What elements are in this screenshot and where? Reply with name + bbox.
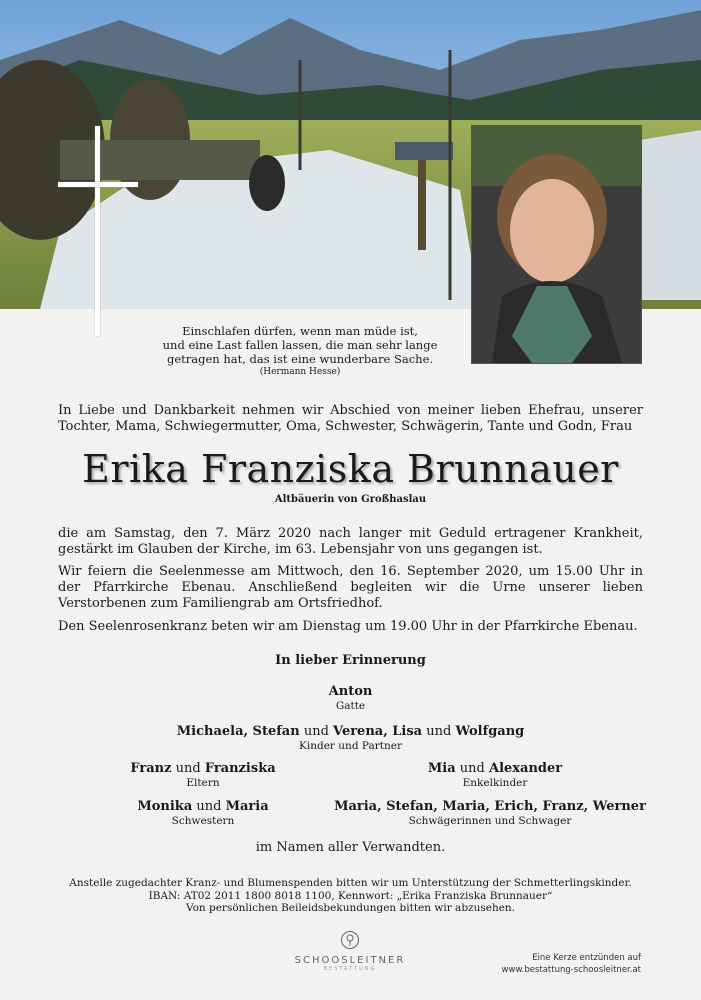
logo-subline: BESTATTUNG	[323, 966, 377, 972]
website-link[interactable]: www.bestattung-schoosleitner.at	[501, 965, 641, 975]
sibling-name-2: Maria	[225, 799, 269, 814]
conjunction: und	[303, 724, 329, 739]
grandchildren-role: Enkelkinder	[462, 777, 528, 789]
children-names-1: Michaela, Stefan	[176, 724, 300, 739]
parents-name-2: Franziska	[204, 761, 276, 776]
rose-icon	[340, 930, 360, 950]
siblings-role: Schwestern	[171, 815, 235, 827]
conjunction: und	[175, 761, 201, 776]
parents-name-1: Franz	[130, 761, 172, 776]
conjunction: und	[196, 799, 222, 814]
sibling-name-1: Monika	[137, 799, 193, 814]
quote-line: und eine Last fallen lassen, die man sehr lange	[162, 338, 438, 352]
in-laws-role: Schwägerinnen und Schwager	[408, 815, 572, 827]
in-laws-names: Maria, Stefan, Maria, Erich, Franz, Werner	[334, 799, 646, 814]
children-names-3: Wolfgang	[455, 724, 525, 739]
remembrance-heading: In lieber Erinnerung	[275, 653, 426, 668]
iban-note: IBAN: AT02 2011 1800 8018 1100, Kennwort: „Erika Franziska Brunnauer“	[148, 889, 553, 902]
family-grandchildren	[395, 761, 595, 790]
children-names-2: Verena, Lisa	[333, 724, 423, 739]
quote-line: getragen hat, das ist eine wunderbare Sache.	[166, 352, 434, 366]
logo-wordmark: SCHOOSLEITNER	[294, 955, 406, 966]
funeral-paragraph: Wir feiern die Seelenmesse am Mittwoch, den 16. September 2020, um 15.00 Uhr in der Pfarrkirche Ebenau. Anschließend begleiten wir die Urne unserer lieben Verstorbenen zum Familiengrab am Ortsfriedhof.	[58, 564, 643, 611]
parents-role: Eltern	[186, 777, 220, 789]
portrait-photo	[471, 125, 642, 364]
spouse-name: Anton	[328, 684, 373, 699]
conjunction: und	[459, 761, 485, 776]
spouse-role: Gatte	[335, 700, 366, 712]
children-role: Kinder und Partner	[299, 740, 402, 752]
candle-info	[502, 952, 641, 976]
condolence-note: Von persönlichen Beileidsbekundungen bitten wir abzusehen.	[185, 902, 516, 914]
cross-horizontal	[58, 182, 138, 187]
deceased-name: Erika Franziska Brunnauer	[82, 447, 619, 491]
company-logo	[290, 930, 410, 972]
family-parents	[103, 761, 303, 790]
conjunction: und	[426, 724, 452, 739]
quote-line: Einschlafen dürfen, wenn man müde ist,	[182, 324, 418, 338]
grandchild-name-2: Alexander	[488, 761, 563, 776]
family-spouse	[0, 684, 701, 713]
quote-author: (Hermann Hesse)	[259, 367, 341, 377]
intro-text: In Liebe und Dankbarkeit nehmen wir Abschied von meiner lieben Ehefrau, unserer Tochter, Mama, Schwiegermutter, Oma, Schwester, Schwägerin, Tante und Godn, Frau	[58, 403, 643, 434]
candle-text: Eine Kerze entzünden auf	[532, 953, 641, 963]
family-in-laws	[330, 799, 650, 828]
deceased-subtitle: Altbäuerin von Großhaslau	[274, 494, 427, 505]
cross-vertical	[95, 126, 100, 336]
rosary-paragraph: Den Seelenrosenkranz beten wir am Dienstag um 19.00 Uhr in der Pfarrkirche Ebenau.	[58, 619, 638, 634]
family-siblings	[103, 799, 303, 828]
death-paragraph: die am Samstag, den 7. März 2020 nach langer mit Geduld ertragener Krankheit, gestärkt im Glauben der Kirche, im 63. Lebensjahr von uns gegangen ist.	[58, 526, 643, 557]
grandchild-name-1: Mia	[427, 761, 456, 776]
family-children	[0, 724, 701, 753]
donation-note: Anstelle zugedachter Kranz- und Blumenspenden bitten wir um Unterstützung der Schmetterlingskinder.	[69, 877, 632, 889]
closing-notes	[0, 877, 701, 915]
relatives-line: im Namen aller Verwandten.	[255, 840, 446, 855]
poem-quote	[140, 324, 460, 378]
